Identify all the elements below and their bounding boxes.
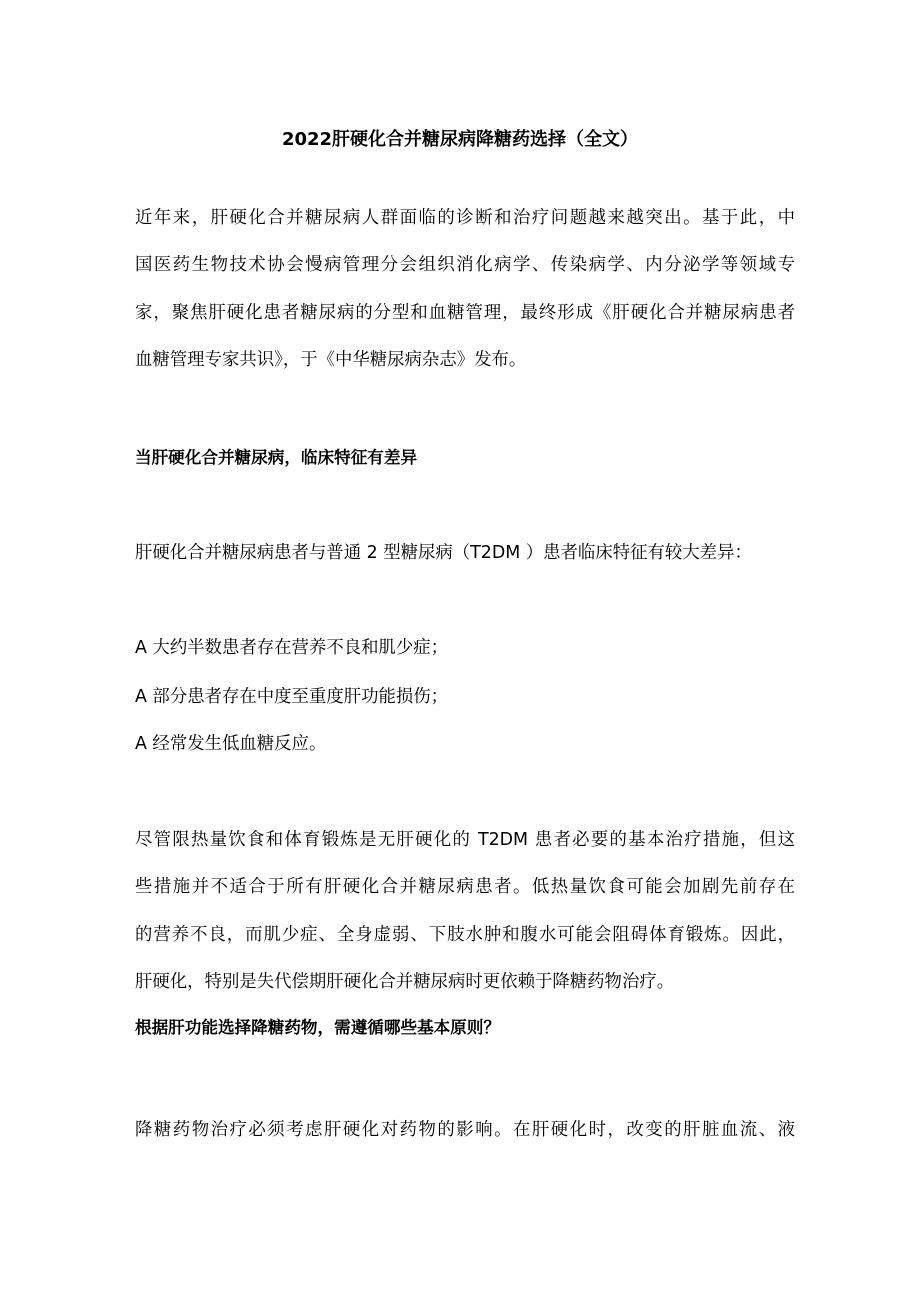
intro-line-2: 国医药生物技术协会慢病管理分会组织消化病学、传染病学、内分泌学等领域专 [135, 255, 795, 275]
treatment-line-3: 的营养不良，而肌少症、全身虚弱、下肢水肿和腹水可能会阻碍体育锻炼。因此， [135, 925, 795, 945]
treatment-line-1: 尽管限热量饮食和体育锻炼是无肝硬化的 T2DM 患者必要的基本治疗措施，但这 [135, 830, 795, 850]
clinical-features-paragraph: 肝硬化合并糖尿病患者与普通 2 型糖尿病（T2DM ）患者临床特征有较大差异： [135, 543, 752, 563]
treatment-line-4: 肝硬化，特别是失代偿期肝硬化合并糖尿病时更依赖于降糖药物治疗。 [135, 972, 675, 992]
bullet-item-liver-damage: A 部分患者存在中度至重度肝功能损伤； [135, 687, 449, 707]
intro-line-4: 血糖管理专家共识》，于《中华糖尿病杂志》发布。 [135, 350, 527, 370]
bullet-item-hypoglycemia: A 经常发生低血糖反应。 [135, 734, 327, 754]
treatment-line-2: 些措施并不适合于所有肝硬化合并糖尿病患者。低热量饮食可能会加剧先前存在 [135, 877, 795, 897]
intro-line-1: 近年来，肝硬化合并糖尿病人群面临的诊断和治疗问题越来越突出。基于此，中 [135, 208, 795, 228]
section-heading-principles: 根据肝功能选择降糖药物，需遵循哪些基本原则？ [135, 1018, 501, 1037]
document-title: 2022肝硬化合并糖尿病降糖药选择（全文） [281, 129, 639, 150]
bullet-item-malnutrition: A 大约半数患者存在营养不良和肌少症； [135, 638, 449, 658]
section-heading-clinical-features: 当肝硬化合并糖尿病，临床特征有差异 [135, 448, 418, 467]
principles-line-1: 降糖药物治疗必须考虑肝硬化对药物的影响。在肝硬化时，改变的肝脏血流、液 [135, 1120, 795, 1140]
intro-line-3: 家，聚焦肝硬化患者糖尿病的分型和血糖管理，最终形成《肝硬化合并糖尿病患者 [135, 303, 795, 323]
